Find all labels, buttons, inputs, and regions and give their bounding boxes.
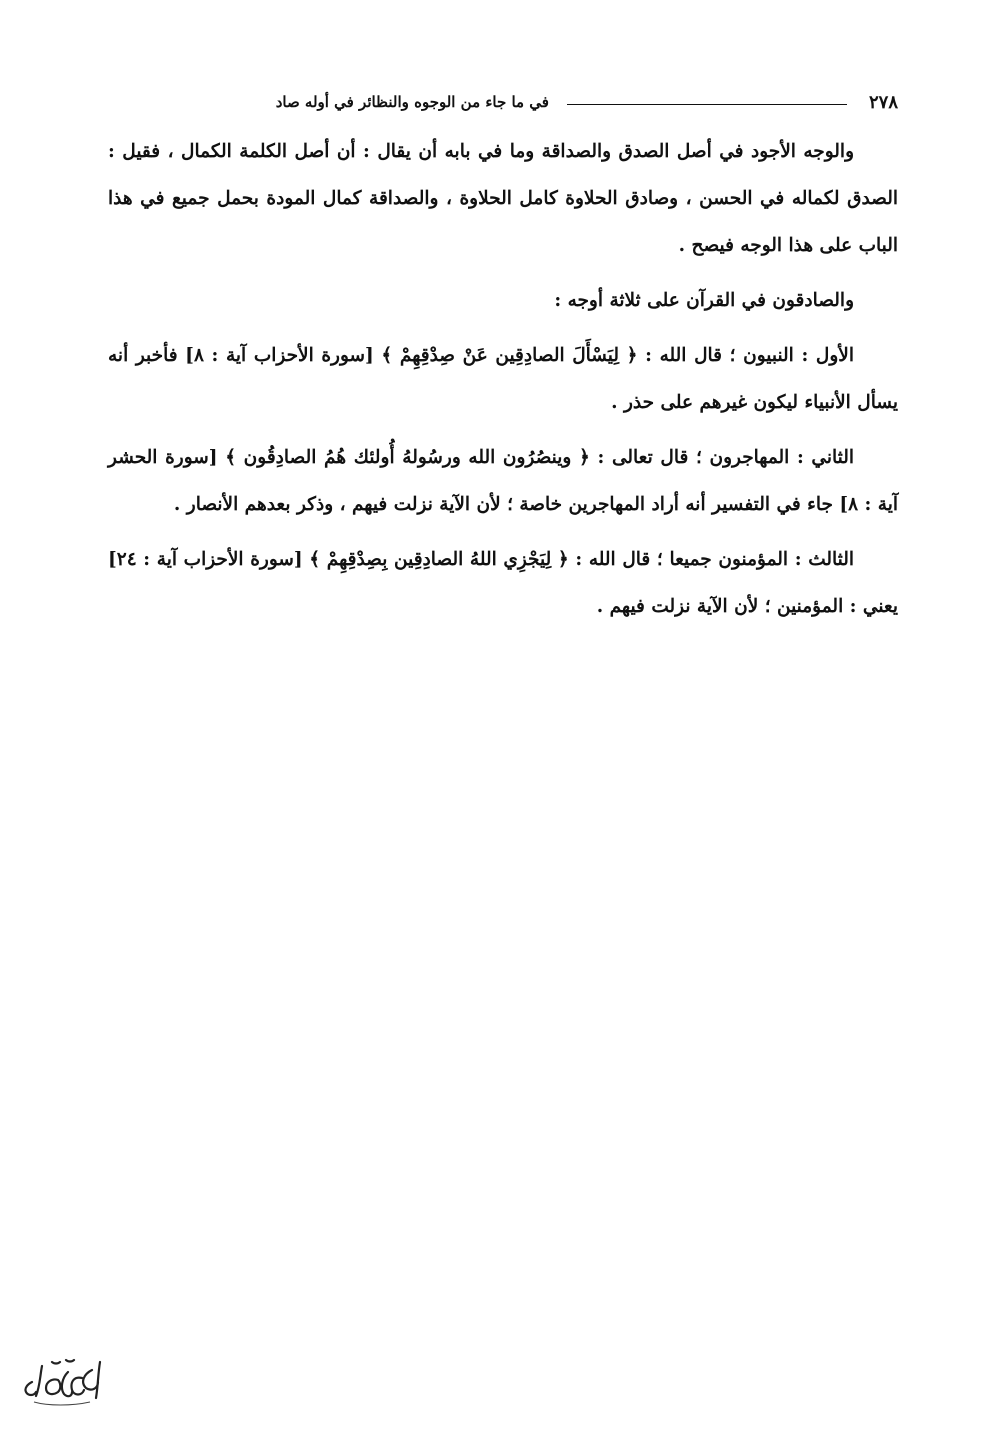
- paragraph-first-meaning: [108, 332, 898, 426]
- quran-quote: ﴿ لِيَجْزِي اللهُ الصادِقِين بِصِدْقِهِمْ ﴾: [309, 549, 569, 570]
- paragraph-text: والصادقون في القرآن على ثلاثة أوجه :: [554, 290, 854, 311]
- paragraph-tail: [سورة الحشر آية : ٨] جاء في التفسير أنه أراد المهاجرين خاصة ؛ لأن الآية نزلت فيهم ، وذكر بعدهم الأنصار .: [108, 447, 898, 515]
- paragraph-intro: [108, 128, 898, 269]
- paragraph-tail: [سورة الأحزاب آية : ٢٤] يعني : المؤمنين ؛ لأن الآية نزلت فيهم .: [108, 549, 898, 617]
- quran-quote: ﴿ وينصُرُون الله ورسُولهُ أُولئك هُمُ الصادِقُون ﴾: [225, 447, 590, 468]
- paragraph-lead: الثالث : المؤمنون جميعا ؛ قال الله :: [568, 549, 854, 570]
- paragraph-text: والوجه الأجود في أصل الصدق والصداقة وما في بابه أن يقال : أن أصل الكلمة الكمال ، فقيل : الصدق لكماله في الحسن ، وصادق الحلاوة كامل الحلاوة ، والصداقة كمال المودة بحمل جميع في هذا الباب على هذا الوجه فيصح .: [108, 141, 898, 256]
- paragraph-heading: [108, 277, 898, 324]
- page-header: [90, 88, 898, 116]
- library-logo: [12, 1352, 112, 1412]
- header-rule: [567, 104, 847, 105]
- paragraph-tail: [سورة الأحزاب آية : ٨] فأخبر أنه يسأل الأنبياء ليكون غيرهم على حذر .: [108, 345, 898, 413]
- quran-quote: ﴿ لِيَسْأَلَ الصادِقِين عَنْ صِدْقِهِمْ ﴾: [381, 345, 638, 366]
- main-text: [108, 128, 898, 638]
- paragraph-third-meaning: [108, 536, 898, 630]
- running-title: في ما جاء من الوجوه والنظائر في أوله صاد: [275, 93, 549, 111]
- paragraph-second-meaning: [108, 434, 898, 528]
- paragraph-lead: الأول : النبيون ؛ قال الله :: [637, 345, 854, 366]
- page-number: ٢٧٨: [868, 91, 898, 113]
- paragraph-lead: الثاني : المهاجرون ؛ قال تعالى :: [589, 447, 855, 468]
